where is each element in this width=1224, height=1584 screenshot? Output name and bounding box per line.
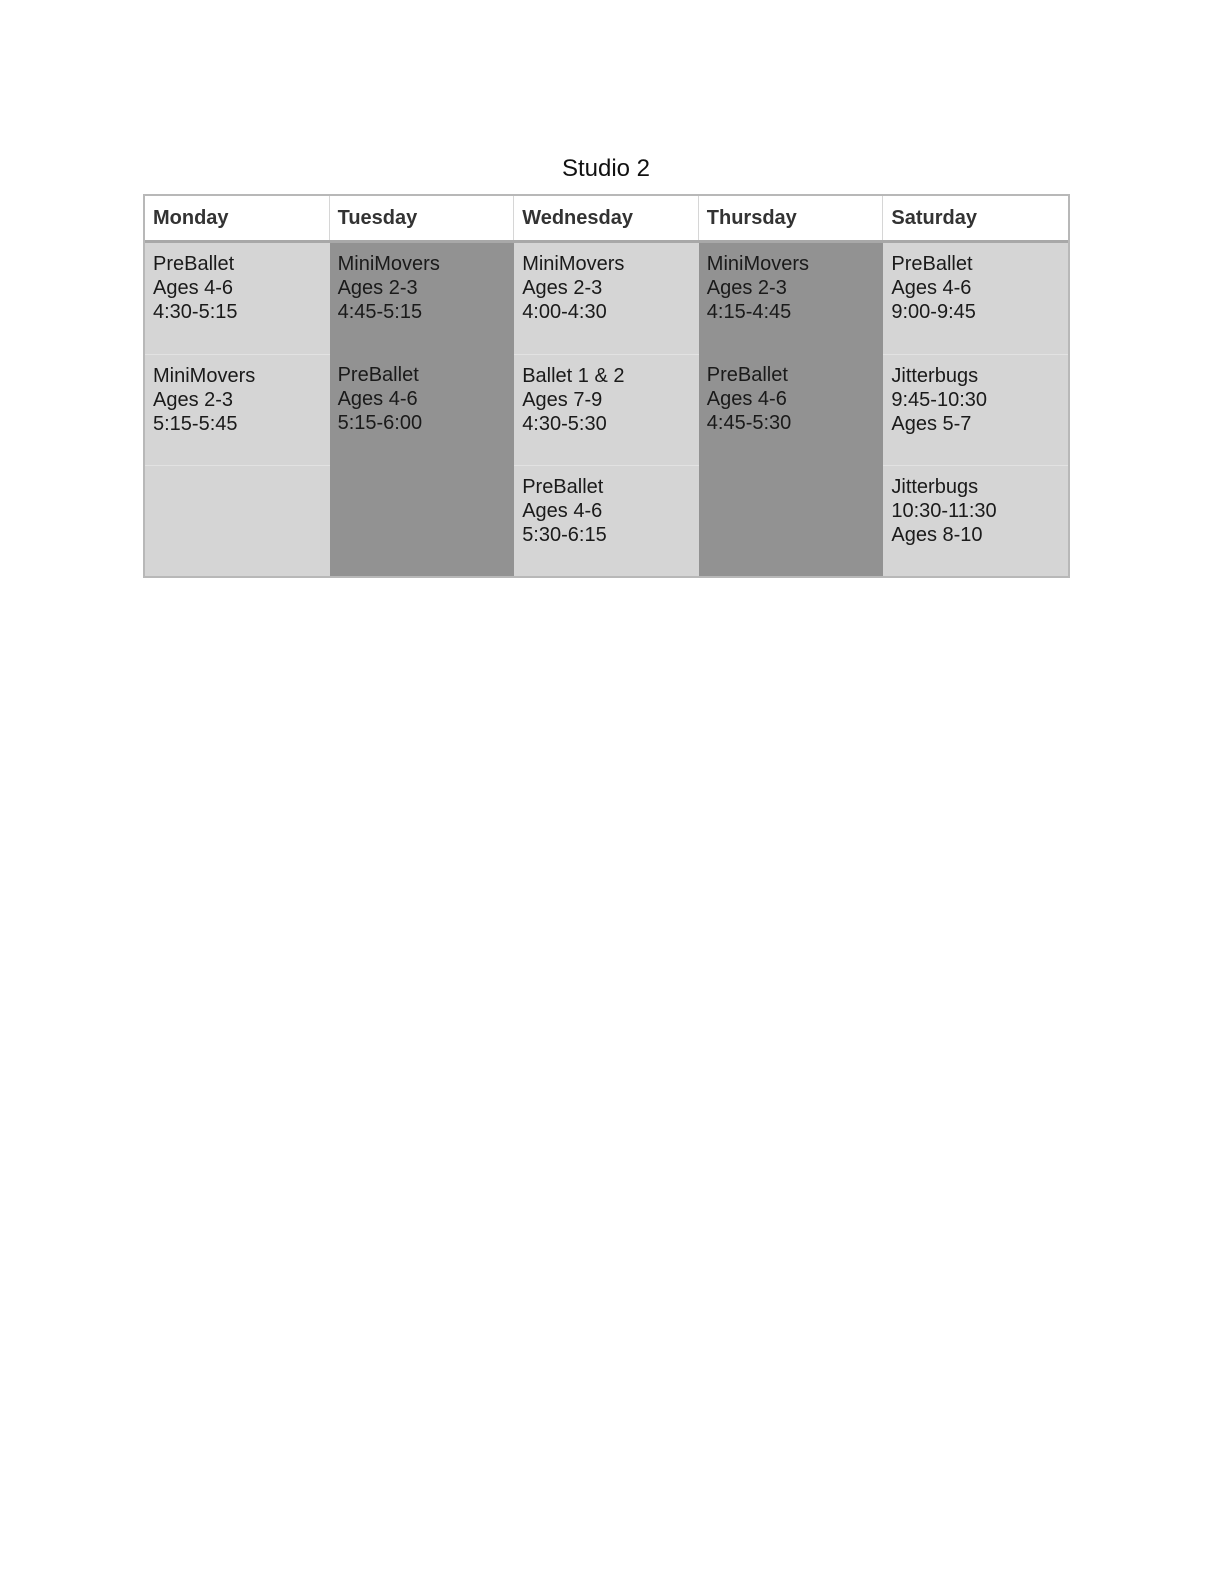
class-detail: 5:30-6:15	[522, 524, 607, 546]
header-wednesday: Wednesday	[514, 196, 699, 240]
class-detail: 10:30-11:30	[891, 500, 997, 522]
class-name: Jitterbugs	[891, 476, 979, 498]
class-detail: 5:15-6:00	[337, 412, 423, 434]
class-detail: Ages 2-3	[337, 277, 418, 299]
class-cell	[699, 243, 884, 354]
empty-cell	[699, 465, 884, 576]
class-cell	[514, 465, 699, 576]
class-name: MiniMovers	[522, 253, 625, 275]
class-detail: 4:45-5:30	[706, 412, 792, 434]
class-detail: 5:15-5:45	[153, 413, 238, 435]
page-title: Studio 2	[561, 155, 651, 182]
class-detail: Ages 4-6	[706, 388, 787, 410]
header-tuesday: Tuesday	[330, 196, 515, 240]
class-name: PreBallet	[337, 364, 419, 386]
class-name: PreBallet	[891, 253, 973, 275]
class-detail: Ages 2-3	[706, 277, 787, 299]
empty-cell	[330, 465, 515, 576]
class-name: MiniMovers	[153, 365, 256, 387]
class-detail: 4:00-4:30	[522, 301, 607, 323]
table-row	[145, 465, 1068, 576]
class-cell	[514, 243, 699, 354]
class-detail: 4:15-4:45	[706, 301, 792, 323]
class-detail: Ages 5-7	[891, 413, 972, 435]
class-detail: Ages 2-3	[153, 389, 234, 411]
class-name: PreBallet	[522, 476, 604, 498]
class-detail: Ages 7-9	[522, 389, 603, 411]
class-name: MiniMovers	[337, 253, 440, 275]
class-cell	[330, 243, 515, 354]
class-cell	[145, 243, 330, 354]
class-name: PreBallet	[706, 364, 788, 386]
table-row	[145, 243, 1068, 354]
class-name: PreBallet	[153, 253, 235, 275]
header-saturday: Saturday	[891, 207, 977, 229]
schedule-table	[143, 194, 1070, 578]
class-cell	[330, 354, 515, 465]
header-thursday: Thursday	[699, 196, 884, 240]
class-detail: Ages 4-6	[337, 388, 418, 410]
class-cell	[145, 354, 330, 465]
header-monday: Monday	[145, 196, 330, 240]
class-detail: 9:45-10:30	[891, 389, 988, 411]
class-detail: Ages 8-10	[891, 524, 983, 546]
class-detail: Ages 2-3	[522, 277, 603, 299]
class-name: Ballet 1 & 2	[522, 365, 625, 387]
class-detail: Ages 4-6	[522, 500, 603, 522]
class-detail: Ages 4-6	[153, 277, 234, 299]
class-detail: 4:30-5:30	[522, 413, 607, 435]
class-cell	[514, 354, 699, 465]
class-cell	[883, 354, 1068, 465]
class-cell	[699, 354, 884, 465]
header-row	[145, 196, 1068, 243]
class-name: Jitterbugs	[891, 365, 979, 387]
table-row	[145, 354, 1068, 465]
class-detail: Ages 4-6	[891, 277, 972, 299]
class-name: MiniMovers	[706, 253, 810, 275]
class-detail: 4:30-5:15	[153, 301, 238, 323]
empty-cell	[145, 465, 330, 576]
class-cell	[883, 243, 1068, 354]
class-cell	[883, 465, 1068, 576]
class-detail: 4:45-5:15	[337, 301, 423, 323]
class-detail: 9:00-9:45	[891, 301, 976, 323]
